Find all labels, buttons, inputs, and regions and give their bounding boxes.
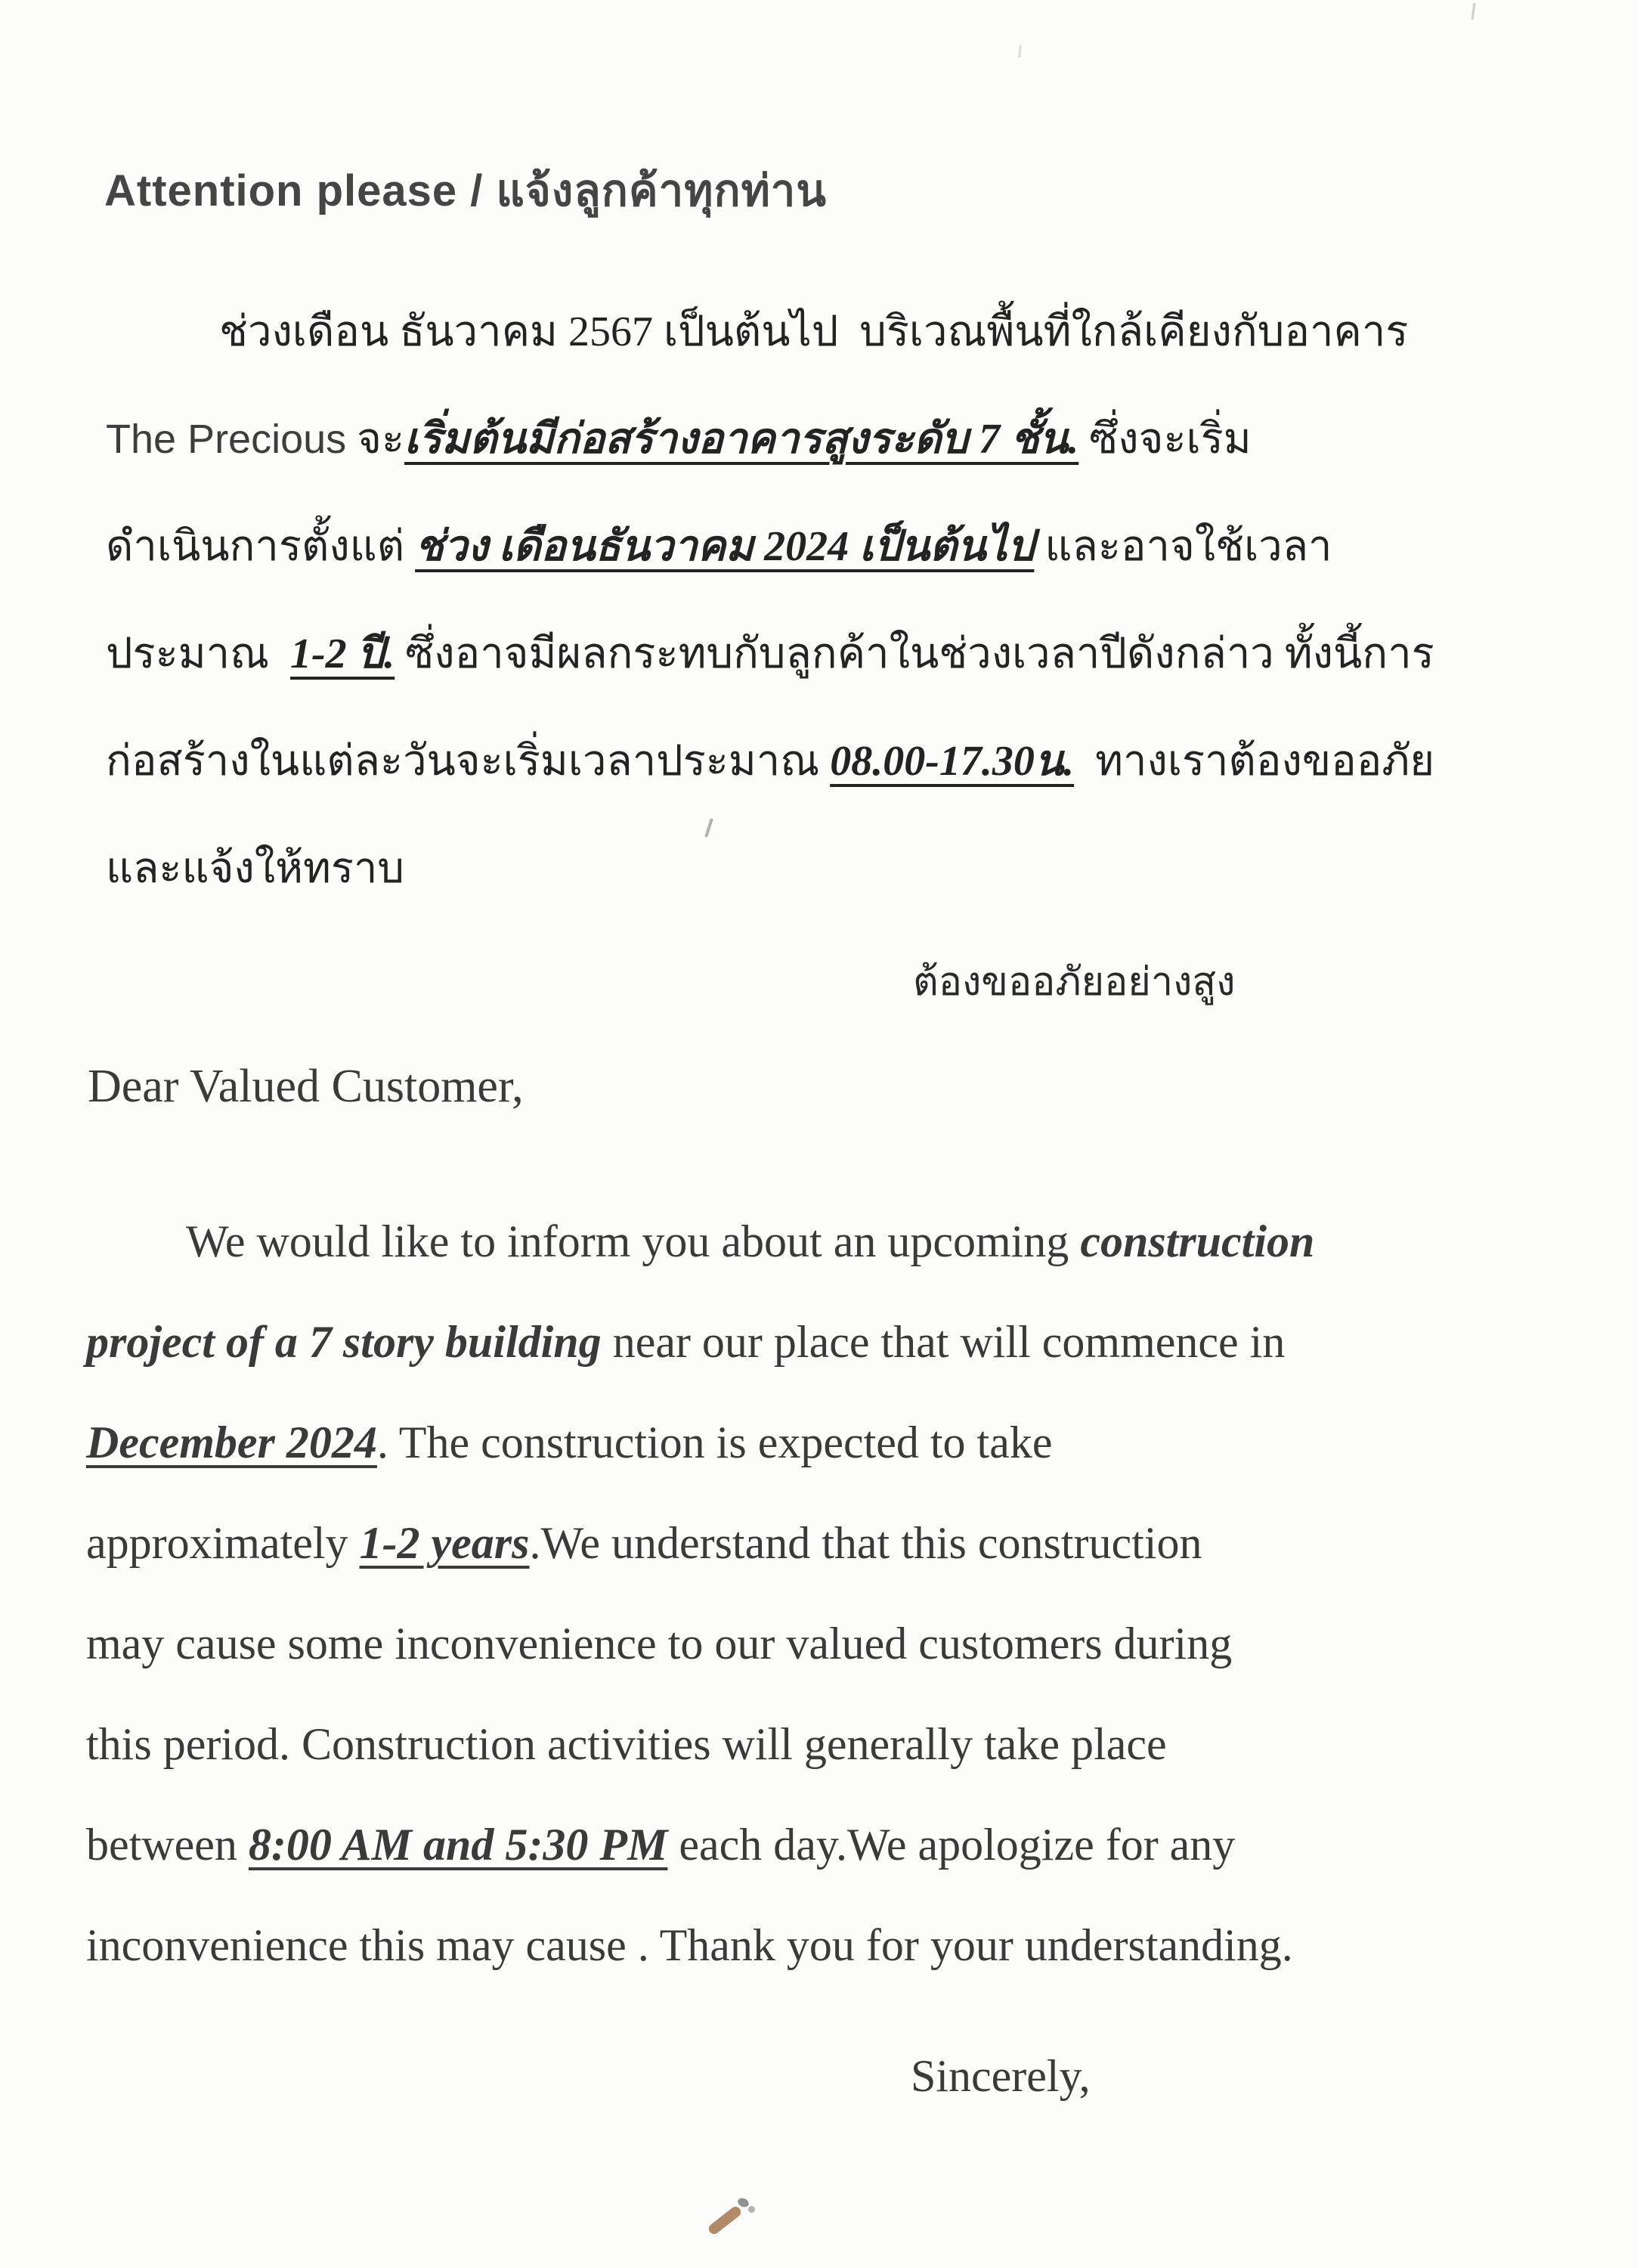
english-line-5-text: may cause some inconvenience to our valued customers during	[86, 1619, 1233, 1668]
thai-line-2-pre: จะ	[346, 416, 405, 463]
english-line-4-pre: approximately	[86, 1518, 360, 1568]
english-line-4-underlined: 1-2 years	[359, 1518, 530, 1568]
notice-title: Attention please / แจ้งลูกค้าทุกท่าน	[104, 166, 828, 215]
english-line-7	[86, 1795, 1590, 1895]
english-line-4	[86, 1493, 1590, 1594]
ink-smudge-stroke	[707, 2204, 743, 2236]
english-line-3-underlined: December 2024	[86, 1418, 377, 1467]
thai-line-5	[106, 708, 1572, 815]
thai-line-2	[106, 386, 1572, 493]
english-line-1	[86, 1191, 1590, 1292]
scan-artifact-tick-top-center	[1018, 45, 1021, 57]
thai-line-6-text: และแจ้งให้ทราบ	[106, 845, 404, 892]
thai-line-3-pre: ดำเนินการตั้งแต่	[106, 523, 416, 570]
english-salutation: Dear Valued Customer,	[88, 1061, 524, 1112]
english-line-8	[86, 1895, 1590, 1996]
english-line-1-italic: construction	[1080, 1216, 1315, 1266]
english-line-2-italic: project of a 7 story building	[86, 1317, 602, 1367]
thai-paragraph	[106, 278, 1572, 922]
thai-closing-apology: ต้องขออภัยอย่างสูง	[913, 961, 1236, 1004]
thai-line-6	[106, 815, 1572, 922]
english-line-4-post: .We understand that this construction	[529, 1518, 1202, 1568]
ink-smudge-speck-small	[748, 2206, 755, 2213]
english-line-6-text: this period. Construction activities will generally take place	[86, 1719, 1167, 1769]
thai-line-4-underlined: 1-2 ปี.	[290, 631, 395, 677]
english-closing: Sincerely,	[911, 2051, 1091, 2101]
thai-line-2-post: ซึ่งจะเริ่ม	[1078, 416, 1252, 463]
english-line-8-text: inconvenience this may cause . Thank you for your understanding.	[86, 1920, 1293, 1970]
scan-artifact-tick-top-right	[1471, 3, 1475, 20]
thai-line-3-underlined: ช่วง เดือนธันวาคม 2024 เป็นต้นไป	[415, 523, 1035, 570]
thai-line-4-pre: ประมาณ	[106, 631, 291, 677]
english-line-7-post: each day.We apologize for any	[667, 1820, 1236, 1870]
thai-line-1-text: ช่วงเดือน ธันวาคม 2567 เป็นต้นไป บริเวณพื้นที่ใกล้เคียงกับอาคาร	[219, 308, 1409, 355]
english-line-3	[86, 1393, 1590, 1493]
thai-line-1	[106, 278, 1572, 386]
thai-line-2-underlined: เริ่มต้นมีก่อสร้างอาคารสูงระดับ 7 ชั้น.	[404, 416, 1079, 463]
thai-line-3-post: และอาจใช้เวลา	[1034, 523, 1332, 570]
english-line-7-pre: between	[86, 1820, 249, 1870]
thai-line-5-underlined: 08.00-17.30น.	[830, 738, 1075, 785]
thai-line-4	[106, 600, 1572, 708]
thai-line-4-post: ซึ่งอาจมีผลกระทบกับลูกค้าในช่วงเวลาปีดังกล่าว ทั้งนี้การ	[395, 631, 1434, 677]
building-name: The Precious	[106, 417, 347, 462]
english-line-3-post: . The construction is expected to take	[376, 1418, 1053, 1467]
english-line-1-pre: We would like to inform you about an upcoming	[186, 1216, 1081, 1266]
ink-smudge	[703, 2198, 763, 2247]
english-line-6	[86, 1694, 1590, 1795]
thai-line-5-pre: ก่อสร้างในแต่ละวันจะเริ่มเวลาประมาณ	[106, 738, 831, 785]
english-line-2-post: near our place that will commence in	[601, 1317, 1286, 1367]
english-line-7-underlined: 8:00 AM and 5:30 PM	[248, 1820, 668, 1870]
thai-line-3	[106, 493, 1572, 600]
english-line-5	[86, 1594, 1590, 1694]
english-line-2	[86, 1292, 1590, 1393]
thai-line-5-post: ทางเราต้องขออภัย	[1074, 738, 1435, 785]
english-paragraph	[86, 1191, 1590, 1996]
